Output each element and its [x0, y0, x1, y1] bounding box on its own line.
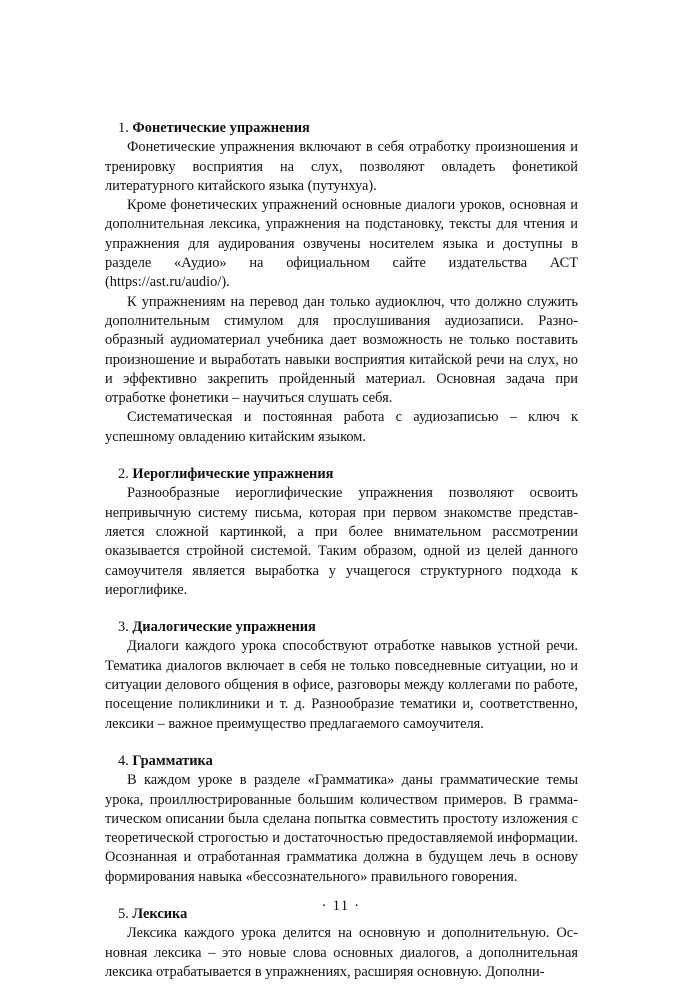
paragraph: Фонетические упражнения включают в себя отработку произношения и тренировку восприятия на слух, позволяют овладеть фонетикой литературного китайского языка (путунхуа).: [105, 139, 578, 194]
paragraph: Систематическая и постоянная работа с аудиозаписью – ключ к успешному овладению китайским языком.: [105, 409, 578, 445]
paragraph: Диалоги каждого урока способствуют отработке навыков устной речи. Тематика диалогов включает в себя не только повседневные ситуации, но и ситуации делового общения в офисе, разговоры между коллегами по работе, посещение поликлиники и т. д. Разнообразие тематики и, соответственно, лексики – важное преимущество предлагаемого самоучителя.: [105, 638, 578, 732]
section-vocabulary: [105, 905, 578, 982]
section-grammar: [105, 752, 578, 887]
section-dialogue-exercises: [105, 618, 578, 734]
paragraph: Разнообразные иероглифические упражнения позволяют освоить непривычную систему письма, которая при первом знакомстве представляется сложной картинкой, а при более внимательном рассмотрении оказывается стройной системой. Таким образом, одной из целей данного самоучителя является выработка у учащегося структурного подхода к иероглифике.: [105, 485, 578, 598]
section-number: 2.: [118, 466, 129, 483]
section-title: Фонетические упражнения: [132, 120, 310, 136]
section-heading: [105, 465, 578, 484]
section-heading: [105, 618, 578, 637]
section-title: Диалогические упражнения: [132, 619, 316, 636]
page-text-body: [105, 119, 578, 982]
paragraph: В каждом уроке в разделе «Грамматика» даны грамматические темы урока, проиллюстрированные большим количеством примеров. В грамматическом описании была сделана попытка совместить простоту изложения с теоретической строгостью и достаточностью предоставляемой информации. Осознанная и отработанная грамматика должна в будущем лечь в основу формирования навыка «бессознательного» правильного говорения.: [105, 772, 578, 885]
section-title: Лексика: [132, 905, 188, 922]
page-number: · 11 ·: [321, 898, 361, 914]
section-hieroglyphic-exercises: [105, 465, 578, 600]
section-number: 1.: [118, 120, 129, 136]
section-title: Иероглифические упражнения: [132, 466, 334, 483]
paragraph: Кроме фонетических упражнений основные диалоги уроков, основная и дополнительная лексика, упражнения на подстановку, тексты для чтения и упражнения для аудирования озвучены носителем языка и доступны в разделе «Аудио» на официальном сайте издательства АСТ (https://ast.ru/audio/).: [105, 197, 578, 291]
section-phonetic-exercises: [105, 119, 578, 447]
section-number: 3.: [118, 619, 129, 636]
paragraph: Лексика каждого урока делится на основную и дополнительную. Основная лексика – это новые слова основных диалогов, а дополнительная лексика отрабатывается в упражнениях, расширяя основную. Дополни-: [105, 925, 578, 980]
paragraph: К упражнениям на перевод дан только аудиоключ, что должно служить дополнительным стимулом для прослушивания аудиозаписи. Разнообразный аудиоматериал учебника дает возможность не только поставить произношение и выработать навыки восприятия китайской речи на слух, но и эффективно закрепить пройденный материал. Основная задача при отработке фонетики – научиться слушать себя.: [105, 293, 578, 407]
section-number: 5.: [118, 905, 129, 922]
section-heading: [105, 752, 578, 771]
section-heading: [105, 119, 578, 138]
section-number: 4.: [118, 752, 129, 769]
section-title: Грамматика: [132, 752, 213, 769]
